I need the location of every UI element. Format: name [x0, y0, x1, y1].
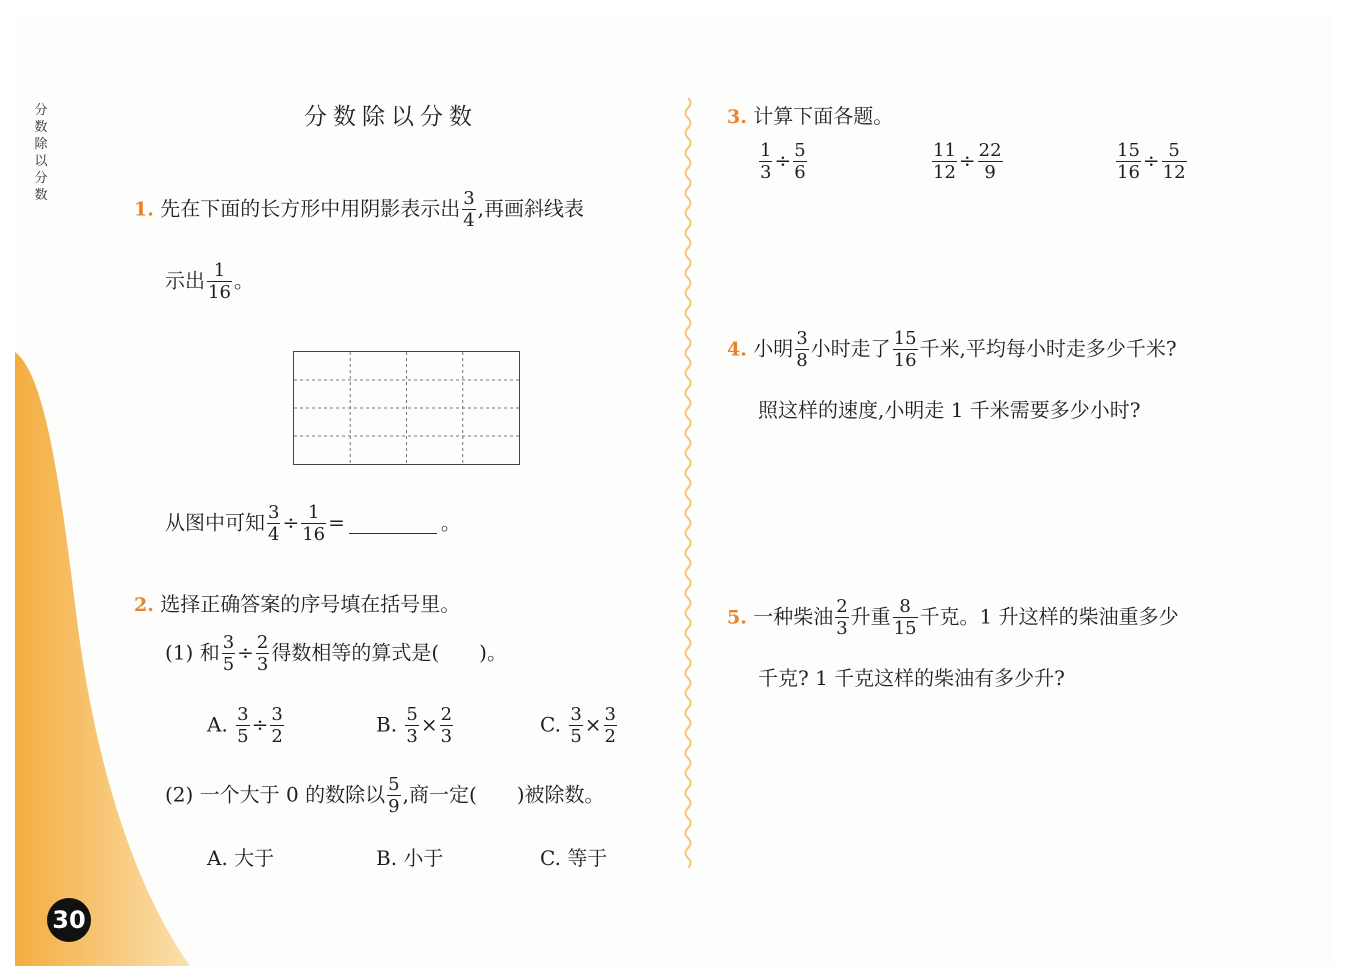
- side-char: 以: [34, 154, 48, 169]
- option-a[interactable]: [207, 842, 274, 871]
- side-char: 数: [34, 188, 48, 203]
- fraction: $\frac{15}{16}$: [893, 328, 917, 371]
- fraction: $\frac{3}{5}$: [222, 632, 235, 675]
- q2-2-label: (2) 一个大于 0 的数除以: [165, 782, 386, 807]
- rectangle-grid[interactable]: [293, 351, 520, 465]
- q5-text: 一种柴油: [753, 604, 834, 629]
- option-text: 小于: [403, 846, 444, 870]
- question-number: 1.: [134, 198, 154, 221]
- option-letter: A.: [207, 712, 228, 737]
- question-3: [727, 100, 893, 129]
- question-number: 4.: [727, 338, 747, 361]
- answer-blank[interactable]: [349, 533, 437, 534]
- option-letter: B.: [376, 712, 398, 737]
- option-b[interactable]: [376, 706, 455, 746]
- fraction: $\frac{3}{4}$: [463, 188, 475, 231]
- option-letter: B.: [376, 846, 398, 870]
- operator: ÷: [774, 148, 792, 173]
- q2-1-label: (1) 和: [165, 640, 220, 665]
- option-c[interactable]: [540, 842, 607, 871]
- q1-text: 从图中可知: [165, 510, 265, 535]
- option-a[interactable]: [207, 706, 286, 746]
- option-text: 等于: [567, 846, 608, 870]
- fraction: $\frac{3}{5}$: [570, 704, 582, 747]
- q4-text: 小明: [753, 336, 794, 361]
- fraction: $\frac{3}{8}$: [796, 328, 808, 371]
- q5-text: 升重: [850, 604, 891, 629]
- q1-text: 示出: [165, 268, 205, 293]
- option-b[interactable]: [376, 842, 443, 871]
- operator: ÷: [282, 510, 300, 535]
- option-letter: A.: [207, 846, 228, 870]
- q3-item-1: [757, 142, 809, 182]
- fraction: $\frac{8}{15}$: [893, 596, 917, 639]
- fraction: $\frac{1}{16}$: [208, 260, 231, 303]
- fraction: $\frac{11}{12}$: [933, 140, 956, 183]
- operator: ×: [584, 712, 602, 737]
- operator: ÷: [958, 148, 976, 173]
- q1-text: ,再画斜线表: [477, 196, 585, 221]
- q2-text: 选择正确答案的序号填在括号里。: [160, 592, 461, 616]
- q1-text: 。: [233, 268, 254, 293]
- q2-2-text: ,商一定( )被除数。: [402, 782, 605, 807]
- fraction: $\frac{3}{2}$: [271, 704, 283, 747]
- question-5-line-1: [727, 598, 1179, 638]
- fraction: $\frac{2}{3}$: [440, 704, 453, 747]
- fraction: $\frac{1}{16}$: [302, 502, 326, 545]
- q3-item-3: [1114, 142, 1189, 182]
- q3-text: 计算下面各题。: [753, 104, 894, 128]
- question-2-2: [165, 776, 605, 816]
- fraction: $\frac{3}{4}$: [268, 502, 280, 545]
- question-number: 3.: [727, 106, 747, 128]
- page-title: 分数除以分数: [304, 104, 478, 130]
- side-char: 分: [34, 103, 48, 118]
- fraction: $\frac{1}{3}$: [760, 140, 772, 183]
- fraction: $\frac{5}{9}$: [388, 774, 400, 817]
- wavy-divider: [680, 98, 696, 868]
- question-number: 2.: [134, 594, 154, 616]
- q2-1-text: 得数相等的算式是( )。: [271, 640, 507, 665]
- fraction: $\frac{5}{12}$: [1162, 140, 1186, 183]
- question-5-line-2: 千克? 1 千克这样的柴油有多少升?: [758, 666, 1065, 690]
- grid-lines: [294, 352, 519, 464]
- operator: ÷: [1142, 148, 1160, 173]
- option-letter: C.: [540, 712, 561, 737]
- option-c[interactable]: [540, 706, 619, 746]
- operator: ÷: [251, 712, 269, 737]
- fraction: $\frac{3}{2}$: [604, 704, 616, 747]
- fraction: $\frac{22}{9}$: [978, 140, 1002, 183]
- option-letter: C.: [540, 846, 561, 870]
- side-char: 数: [34, 120, 48, 135]
- fraction: $\frac{15}{16}$: [1117, 140, 1140, 183]
- q4-text: 小时走了: [810, 336, 891, 361]
- side-char: 除: [34, 137, 48, 152]
- question-4-line-2: 照这样的速度,小明走 1 千米需要多少小时?: [758, 398, 1141, 422]
- q1-text: 先在下面的长方形中用阴影表示出: [160, 196, 461, 221]
- q1-text: 。: [440, 510, 461, 535]
- question-1-line-1: [134, 190, 584, 230]
- side-char: 分: [34, 171, 48, 186]
- page-number: 30: [47, 898, 91, 942]
- question-2-1: [165, 634, 507, 674]
- question-4-line-1: [727, 330, 1177, 370]
- fraction: $\frac{2}{3}$: [256, 632, 269, 675]
- question-2: [134, 588, 460, 617]
- fraction: $\frac{2}{3}$: [836, 596, 848, 639]
- fraction: $\frac{5}{6}$: [794, 140, 806, 183]
- question-1-conclusion: [165, 504, 461, 544]
- q4-text: 千米,平均每小时走多少千米?: [919, 336, 1177, 361]
- fraction: $\frac{5}{3}$: [406, 704, 418, 747]
- operator: ÷: [237, 640, 254, 665]
- operator: =: [328, 510, 345, 535]
- question-1-line-2: [165, 262, 254, 302]
- side-chapter-label: [34, 102, 48, 204]
- q5-text: 千克。1 升这样的柴油重多少: [919, 604, 1179, 629]
- operator: ×: [420, 712, 438, 737]
- question-number: 5.: [727, 606, 747, 629]
- q3-item-2: [930, 142, 1005, 182]
- option-text: 大于: [234, 846, 275, 870]
- fraction: $\frac{3}{5}$: [237, 704, 249, 747]
